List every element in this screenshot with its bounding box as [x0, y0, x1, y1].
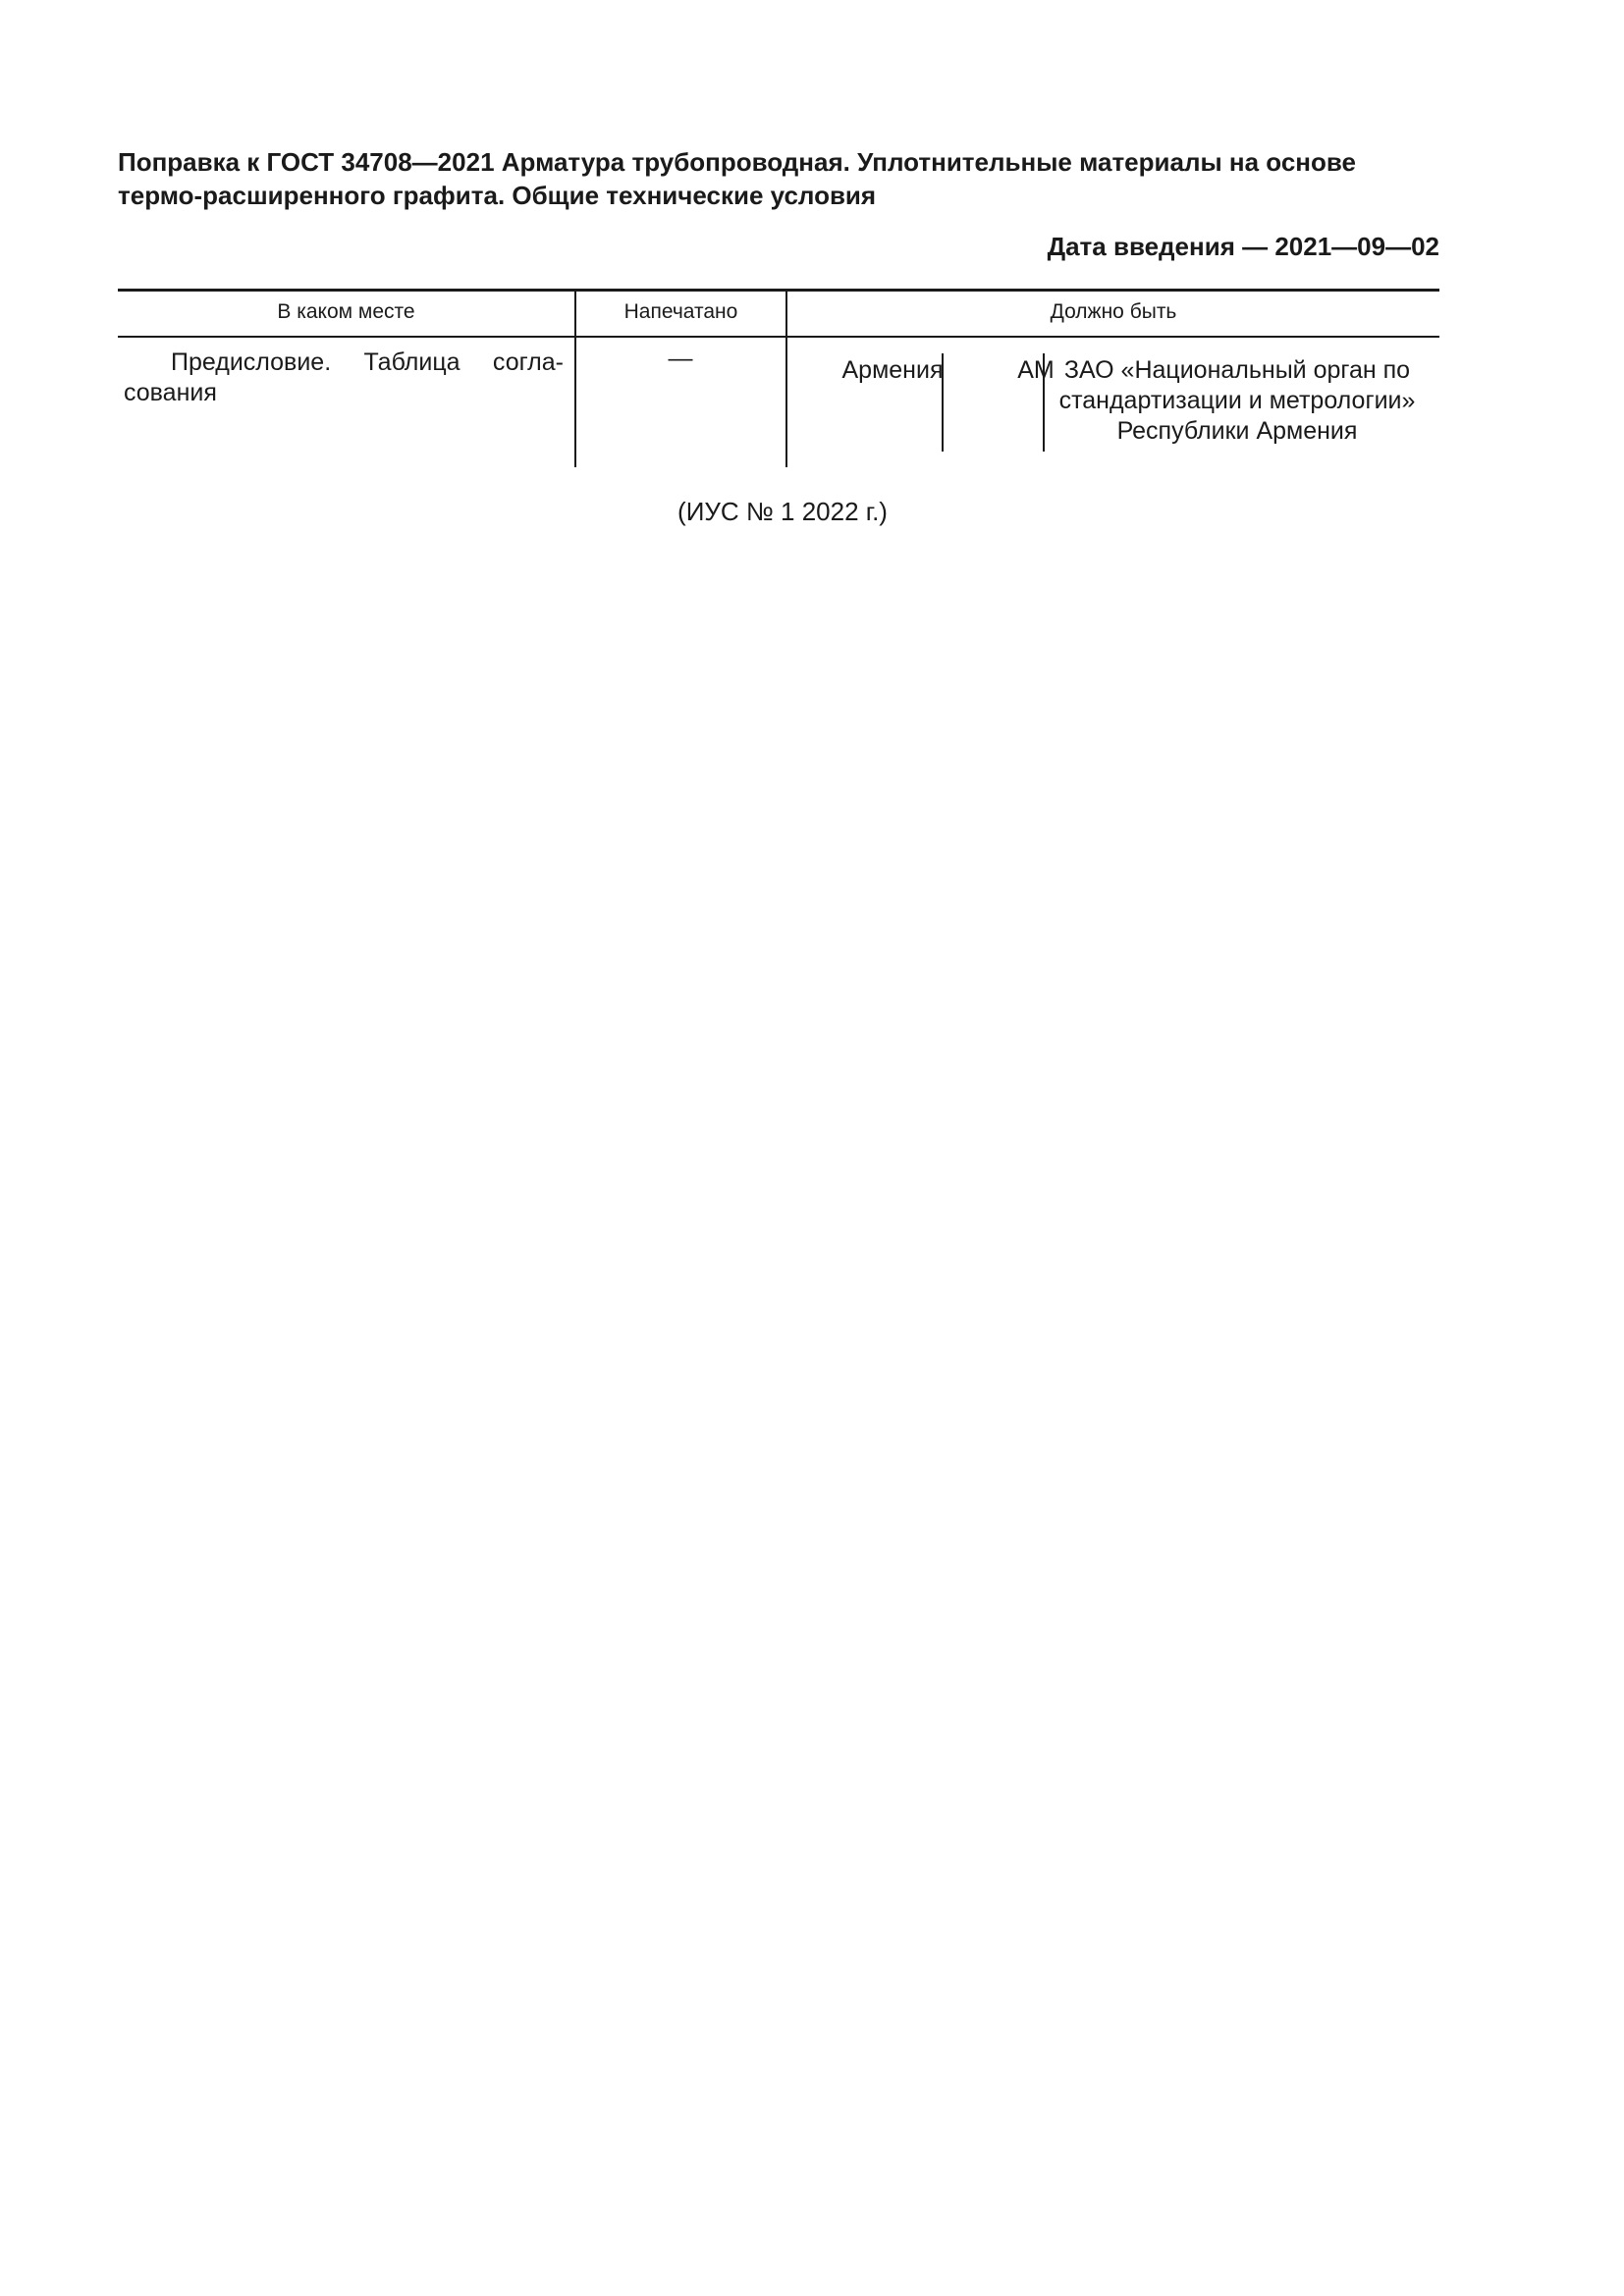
ius-reference: (ИУС № 1 2022 г.) [677, 497, 888, 526]
row-country-code: AM [1017, 356, 1055, 384]
row-location: Предисловие. Таблица согла-сования [124, 348, 564, 406]
header-location: В каком месте [277, 300, 415, 323]
table-header-rule [118, 336, 1439, 338]
row-country: Армения [841, 356, 944, 384]
header-should-be: Должно быть [1050, 300, 1177, 323]
header-printed: Напечатано [623, 300, 738, 323]
amendment-table [118, 289, 1439, 467]
row-printed: — [668, 345, 693, 372]
amendment-title: Поправка к ГОСТ 34708—2021 Арматура трубопроводная. Уплотнительные материалы на основе термо-расширенного графита. Общие технические условия [118, 147, 1356, 210]
row-organization: ЗАО «Национальный орган по стандартизации и метрологии» Республики Армения [1058, 356, 1416, 445]
introduction-date: Дата введения — 2021—09—02 [1047, 232, 1439, 261]
